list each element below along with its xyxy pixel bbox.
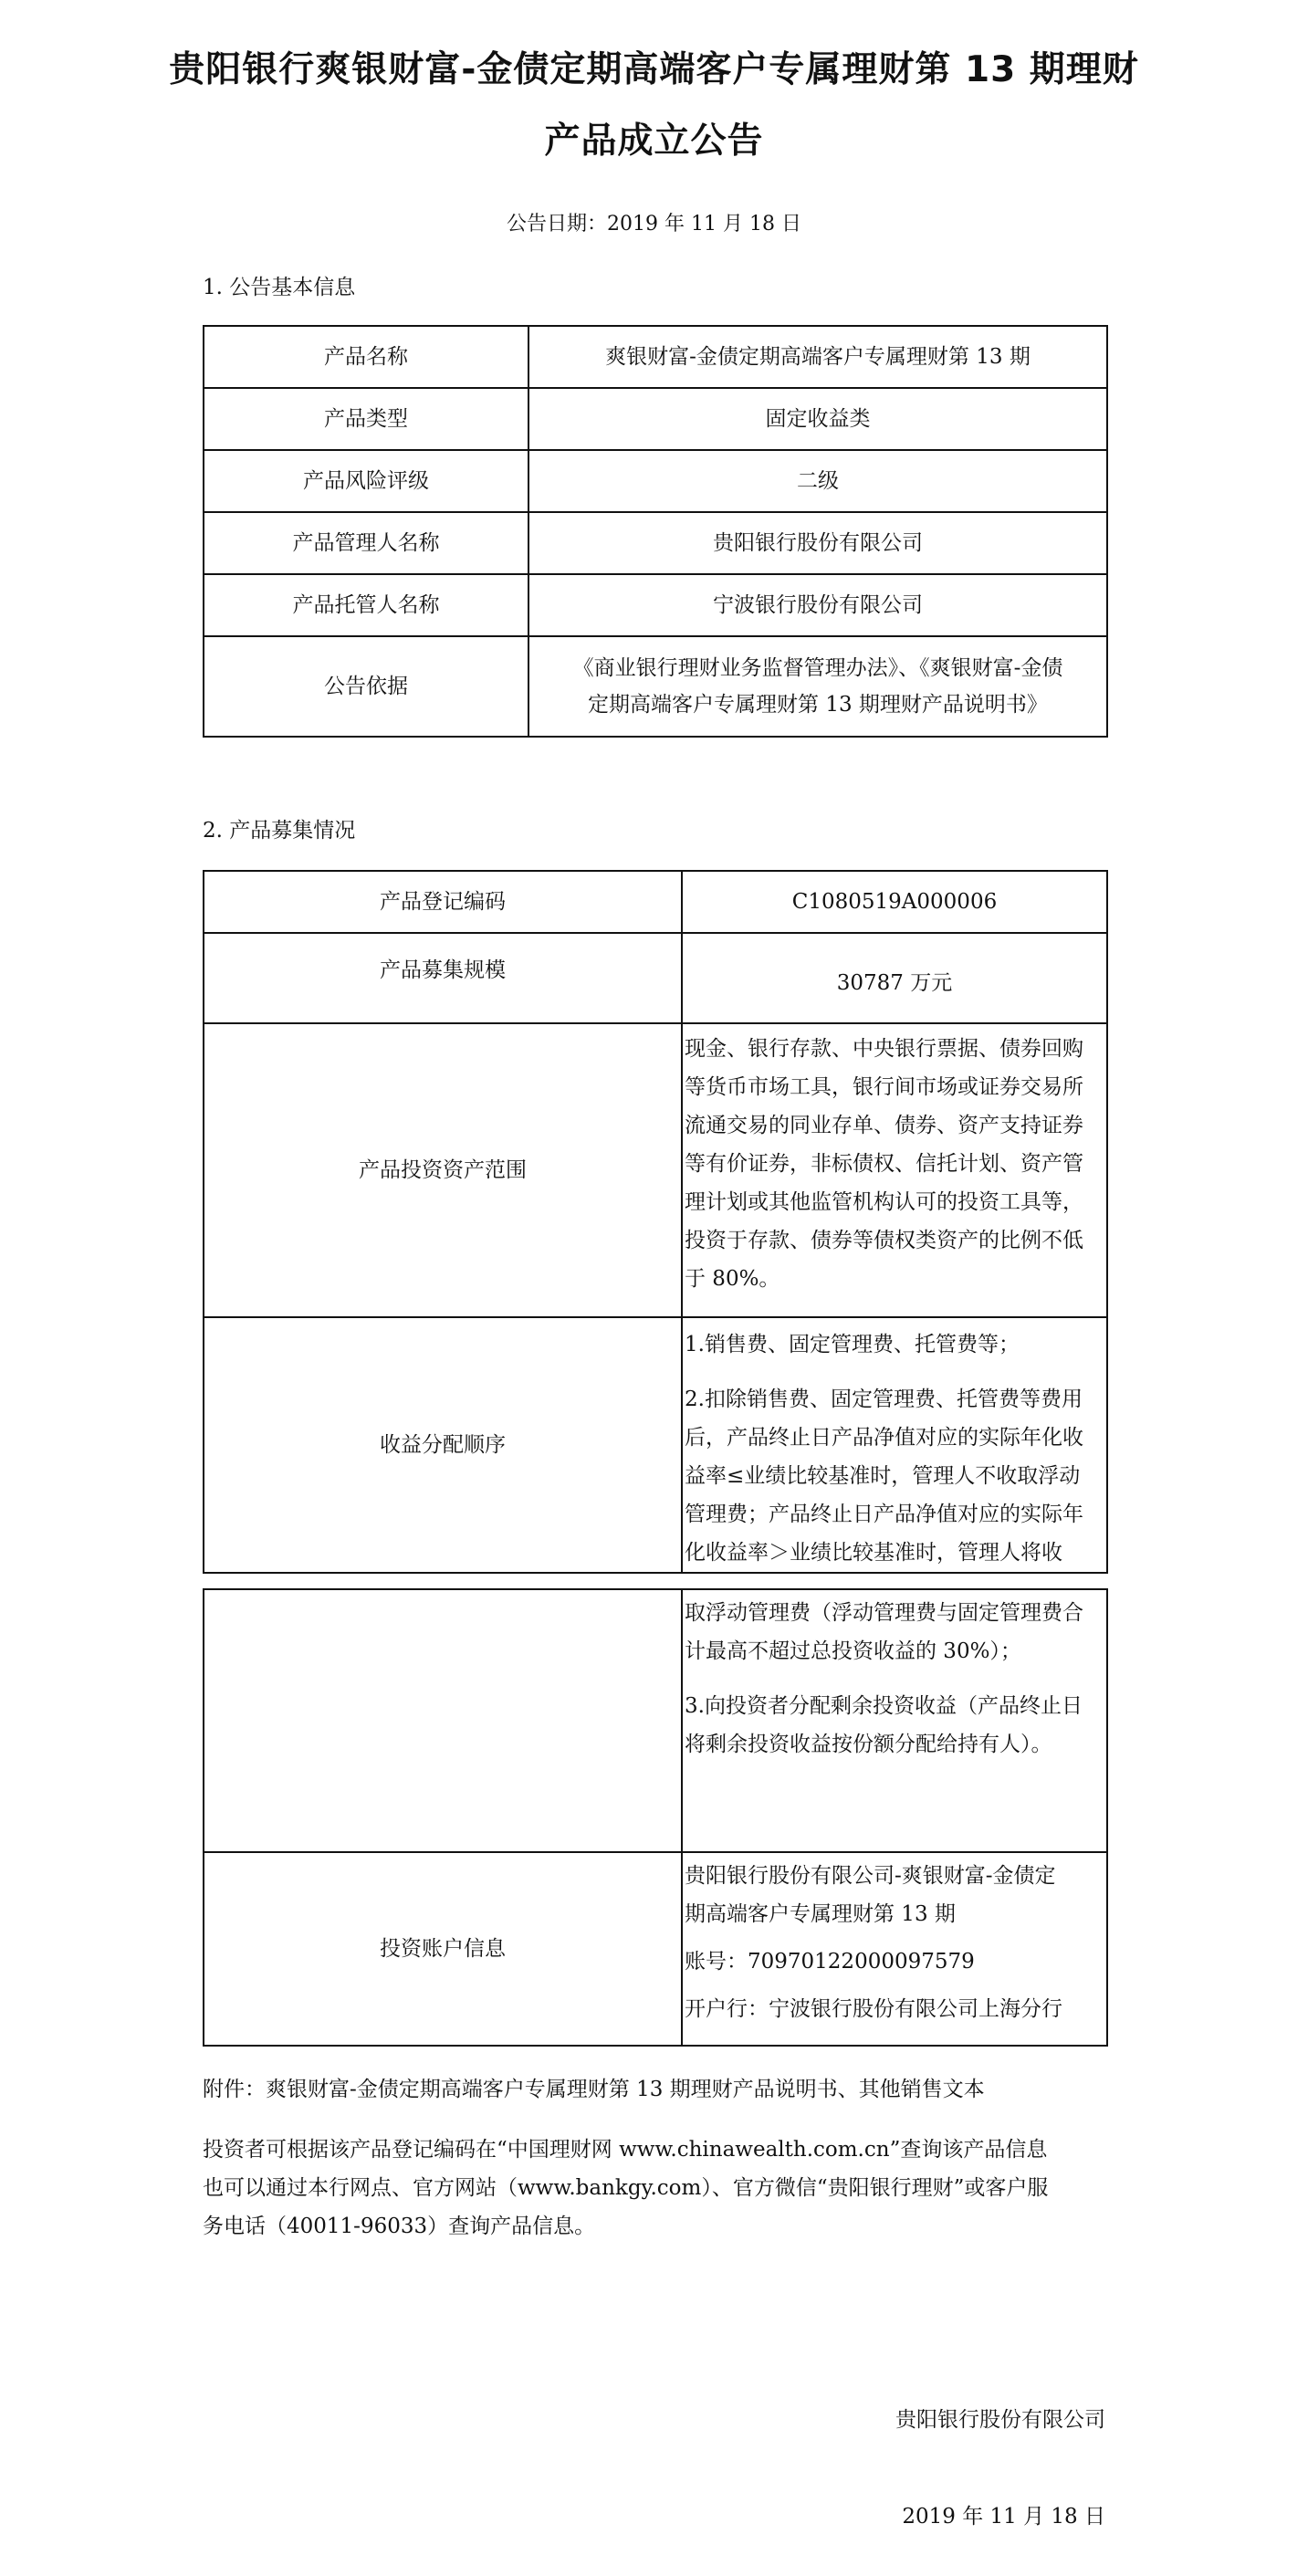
distribution-line: 取浮动管理费（浮动管理费与固定管理费合 <box>685 1601 1083 1625</box>
distribution-line: 2.扣除销售费、固定管理费、托管费等费用 <box>685 1387 1083 1411</box>
distribution-line: 后，产品终止日产品净值对应的实际年化收 <box>685 1426 1083 1450</box>
basis-value-line2: 定期高端客户专属理财第 13 期理财产品说明书》 <box>588 693 1048 717</box>
table-row <box>204 512 1107 574</box>
scope-line: 流通交易的同业存单、债券、资产支持证券 <box>685 1114 1083 1137</box>
table-row <box>204 871 1107 933</box>
distribution-line: 将剩余投资收益按份额分配给持有人）。 <box>685 1733 1052 1756</box>
account-number: 账号：70970122000097579 <box>685 1950 975 1974</box>
announcement-date: 公告日期：2019 年 11 月 18 日 <box>507 213 801 236</box>
table-row <box>204 574 1107 636</box>
account-name-line1: 贵阳银行股份有限公司-爽银财富-金债定 <box>685 1864 1056 1888</box>
distribution-line: 化收益率＞业绩比较基准时，管理人将收 <box>685 1541 1062 1565</box>
document-title-line1: 贵阳银行爽银财富-金债定期高端客户专属理财第 13 期理财 <box>169 49 1139 90</box>
scope-line: 理计划或其他监管机构认可的投资工具等， <box>685 1190 1083 1214</box>
scale-label: 产品募集规模 <box>204 933 682 1023</box>
table-row <box>204 1589 1107 1852</box>
distribution-line: 3.向投资者分配剩余投资收益（产品终止日 <box>685 1694 1083 1718</box>
table-row <box>204 1023 1107 1317</box>
attachment-note: 附件：爽银财富-金债定期高端客户专属理财第 13 期理财产品说明书、其他销售文本 <box>203 2078 985 2101</box>
distribution-continued-label <box>204 1589 682 1852</box>
fundraising-table-continued <box>203 1588 1108 2047</box>
distribution-line: 管理费；产品终止日产品净值对应的实际年 <box>685 1503 1083 1526</box>
scope-line: 等有价证券，非标债权、信托计划、资产管 <box>685 1152 1083 1176</box>
custodian-name-label: 产品托管人名称 <box>204 574 528 636</box>
account-bank: 开户行：宁波银行股份有限公司上海分行 <box>685 1997 1062 2021</box>
registration-code-value: C1080519A000006 <box>682 871 1107 933</box>
investment-scope-value <box>682 1023 1107 1317</box>
distribution-value <box>682 1317 1107 1573</box>
distribution-line: 益率≤业绩比较基准时，管理人不收取浮动 <box>685 1464 1081 1488</box>
basic-info-table <box>203 325 1108 738</box>
manager-name-label: 产品管理人名称 <box>204 512 528 574</box>
product-type-value: 固定收益类 <box>528 388 1107 450</box>
product-type-label: 产品类型 <box>204 388 528 450</box>
manager-name-value: 贵阳银行股份有限公司 <box>528 512 1107 574</box>
inquiry-line1: 投资者可根据该产品登记编码在“中国理财网 www.chinawealth.com.cn”查询该产品信息 <box>203 2138 1048 2162</box>
account-info-label: 投资账户信息 <box>204 1852 682 2046</box>
inquiry-note <box>203 2131 1115 2246</box>
distribution-label: 收益分配顺序 <box>204 1317 682 1573</box>
document-title-line2: 产品成立公告 <box>544 120 764 162</box>
basis-label: 公告依据 <box>204 636 528 737</box>
scope-line: 于 80%。 <box>685 1267 780 1291</box>
distribution-item1: 1.销售费、固定管理费、托管费等； <box>685 1333 1020 1356</box>
scale-value: 30787 万元 <box>682 933 1107 1023</box>
product-name-value: 爽银财富-金债定期高端客户专属理财第 13 期 <box>528 326 1107 388</box>
distribution-line: 计最高不超过总投资收益的 30%）； <box>685 1639 1021 1663</box>
account-info-value <box>682 1852 1107 2046</box>
account-name-line2: 期高端客户专属理财第 13 期 <box>685 1902 956 1926</box>
risk-rating-value: 二级 <box>528 450 1107 512</box>
distribution-continued-value <box>682 1589 1107 1852</box>
inquiry-line2: 也可以通过本行网点、官方网站（www.bankgy.com）、官方微信“贵阳银行理财”或客户服 <box>203 2176 1049 2200</box>
basis-value <box>528 636 1107 737</box>
table-row <box>204 933 1107 1023</box>
custodian-name-value: 宁波银行股份有限公司 <box>528 574 1107 636</box>
fundraising-table <box>203 870 1108 1574</box>
table-row <box>204 1852 1107 2046</box>
product-name-label: 产品名称 <box>204 326 528 388</box>
basis-value-line1: 《商业银行理财业务监督管理办法》、《爽银财富-金债 <box>572 656 1063 680</box>
signature-company: 贵阳银行股份有限公司 <box>895 2408 1105 2432</box>
investment-scope-label: 产品投资资产范围 <box>204 1023 682 1317</box>
table-row <box>204 326 1107 388</box>
table-row <box>204 1317 1107 1573</box>
inquiry-line3: 务电话（40011-96033）查询产品信息。 <box>203 2215 596 2238</box>
scope-line: 等货币市场工具，银行间市场或证券交易所 <box>685 1075 1083 1099</box>
risk-rating-label: 产品风险评级 <box>204 450 528 512</box>
table-row <box>204 388 1107 450</box>
scope-line: 现金、银行存款、中央银行票据、债券回购 <box>685 1037 1083 1061</box>
table-row <box>204 636 1107 737</box>
section2-heading: 2. 产品募集情况 <box>203 819 356 843</box>
section1-heading: 1. 公告基本信息 <box>203 276 356 299</box>
signature-date: 2019 年 11 月 18 日 <box>902 2505 1105 2529</box>
table-row <box>204 450 1107 512</box>
registration-code-label: 产品登记编码 <box>204 871 682 933</box>
scope-line: 投资于存款、债券等债权类资产的比例不低 <box>685 1229 1083 1252</box>
